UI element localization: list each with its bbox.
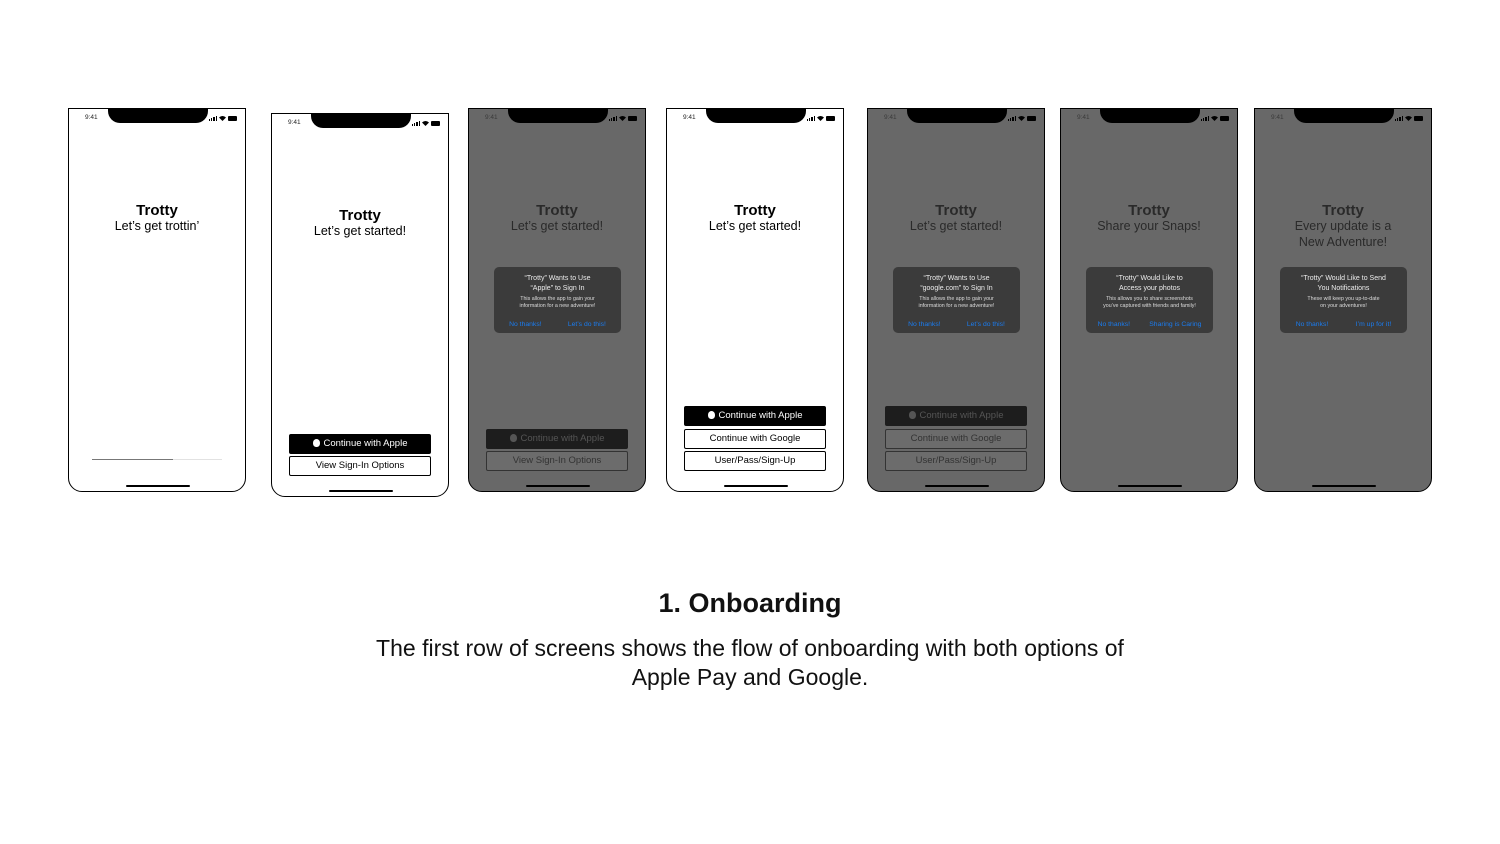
continue-with-apple-button[interactable] (885, 406, 1027, 426)
phone-screen-google-dialog (867, 108, 1045, 492)
dialog-body: This allows the app to gain your information for a new adventure! (519, 296, 596, 310)
continue-with-google-button[interactable]: Continue with Google (684, 429, 826, 449)
home-indicator[interactable] (1312, 485, 1376, 487)
home-indicator[interactable] (1118, 485, 1182, 487)
phone-screen-splash (68, 108, 246, 492)
status-icons (1008, 115, 1036, 121)
user-pass-sign-up-button[interactable]: User/Pass/Sign-Up (684, 451, 826, 471)
signal-icon (412, 121, 420, 126)
app-name: Trotty (339, 207, 381, 224)
home-indicator[interactable] (925, 485, 989, 487)
button-label: Continue with Apple (919, 410, 1004, 421)
status-time: 9:41 (85, 114, 98, 121)
tagline: Let’s get started! (510, 219, 604, 233)
dialog-title: “Trotty” Would Like to Access your photos (1116, 275, 1183, 292)
continue-with-apple-button[interactable] (289, 434, 431, 454)
dialog-decline-button[interactable]: No thanks! (908, 321, 941, 328)
status-icons (209, 115, 237, 121)
home-indicator[interactable] (724, 485, 788, 487)
phone-screen-apple-dialog (468, 108, 646, 492)
status-icons (1395, 115, 1423, 121)
notch (1294, 108, 1394, 123)
tagline: Let’s get started! (313, 224, 407, 238)
status-time: 9:41 (683, 114, 696, 121)
app-name: Trotty (1322, 202, 1364, 219)
dialog-accept-button[interactable]: I’m up for it! (1355, 321, 1392, 328)
app-name: Trotty (136, 202, 178, 219)
dialog-actions (893, 321, 1020, 328)
wifi-icon (619, 116, 626, 121)
battery-icon (1027, 116, 1036, 121)
dialog-decline-button[interactable]: No thanks! (509, 321, 542, 328)
app-name: Trotty (734, 202, 776, 219)
status-time: 9:41 (884, 114, 897, 121)
tagline: Let’s get started! (909, 219, 1003, 233)
app-name: Trotty (536, 202, 578, 219)
permission-dialog (1086, 267, 1213, 333)
signal-icon (1201, 116, 1209, 121)
dialog-decline-button[interactable]: No thanks! (1295, 321, 1329, 328)
signal-icon (807, 116, 815, 121)
status-time: 9:41 (1077, 114, 1090, 121)
signal-icon (1395, 116, 1403, 121)
status-icons (609, 115, 637, 121)
dialog-accept-button[interactable]: Let’s do this! (966, 321, 1005, 328)
continue-with-apple-button[interactable] (486, 429, 628, 449)
button-label: Continue with Apple (323, 438, 408, 449)
phone-screen-signin (271, 113, 449, 497)
status-icons (807, 115, 835, 121)
dialog-decline-button[interactable]: No thanks! (1097, 321, 1131, 328)
tagline: Every update is a New Adventure! (1294, 219, 1392, 249)
signal-icon (609, 116, 617, 121)
dialog-title: “Trotty” Would Like to Send You Notifications (1301, 275, 1386, 292)
tagline: Let’s get trottin’ (114, 219, 200, 233)
notch (907, 108, 1007, 123)
apple-logo-icon (510, 434, 517, 442)
user-pass-sign-up-button[interactable]: User/Pass/Sign-Up (885, 451, 1027, 471)
wifi-icon (817, 116, 824, 121)
dialog-body: These will keep you up-to-date on your adventures! (1307, 296, 1380, 310)
dialog-actions (494, 321, 621, 328)
apple-logo-icon (909, 411, 916, 419)
dialog-body: This allows the app to gain your information for a new adventure! (918, 296, 995, 310)
home-indicator[interactable] (526, 485, 590, 487)
status-icons (1201, 115, 1229, 121)
loading-progress-bar (92, 459, 222, 460)
continue-with-apple-button[interactable] (684, 406, 826, 426)
tagline: Let’s get started! (708, 219, 802, 233)
wifi-icon (422, 121, 429, 126)
status-time: 9:41 (485, 114, 498, 121)
home-indicator[interactable] (126, 485, 190, 487)
notch (508, 108, 608, 123)
apple-logo-icon (313, 439, 320, 447)
signal-icon (1008, 116, 1016, 121)
loading-progress-fill (92, 459, 173, 460)
dialog-actions (1280, 321, 1407, 328)
permission-dialog (494, 267, 621, 333)
phone-screen-all-options (666, 108, 844, 492)
notch (1100, 108, 1200, 123)
wifi-icon (1211, 116, 1218, 121)
battery-icon (431, 121, 440, 126)
home-indicator[interactable] (329, 490, 393, 492)
status-time: 9:41 (1271, 114, 1284, 121)
battery-icon (228, 116, 237, 121)
wifi-icon (219, 116, 226, 121)
section-title: 1. Onboarding (658, 588, 842, 618)
notch (706, 108, 806, 123)
view-sign-in-options-button[interactable]: View Sign-In Options (486, 451, 628, 471)
dialog-title: “Trotty” Wants to Use “google.com” to Sign In (920, 275, 993, 292)
tagline: Share your Snaps! (1097, 219, 1201, 233)
notch (108, 108, 208, 123)
dialog-actions (1086, 321, 1213, 328)
wifi-icon (1405, 116, 1412, 121)
battery-icon (628, 116, 637, 121)
notch (311, 113, 411, 128)
button-label: Continue with Apple (718, 410, 803, 421)
permission-dialog (893, 267, 1020, 333)
view-sign-in-options-button[interactable]: View Sign-In Options (289, 456, 431, 476)
dialog-accept-button[interactable]: Let’s do this! (567, 321, 606, 328)
phone-screen-photos-permission (1060, 108, 1238, 492)
permission-dialog (1280, 267, 1407, 333)
apple-logo-icon (708, 411, 715, 419)
section-description: The first row of screens shows the flow of onboarding with both options of Apple Pay and Google. (376, 635, 1124, 690)
status-icons (412, 120, 440, 126)
battery-icon (1414, 116, 1423, 121)
app-name: Trotty (935, 202, 977, 219)
button-label: Continue with Apple (520, 433, 605, 444)
phone-screen-notifications-permission (1254, 108, 1432, 492)
status-time: 9:41 (288, 119, 301, 126)
app-name: Trotty (1128, 202, 1170, 219)
battery-icon (826, 116, 835, 121)
battery-icon (1220, 116, 1229, 121)
continue-with-google-button[interactable]: Continue with Google (885, 429, 1027, 449)
dialog-body: This allows you to share screenshots you’ve captured with friends and family! (1103, 296, 1196, 310)
signal-icon (209, 116, 217, 121)
dialog-title: “Trotty” Wants to Use “Apple” to Sign In (524, 275, 591, 292)
dialog-accept-button[interactable]: Sharing is Caring (1149, 321, 1202, 328)
wifi-icon (1018, 116, 1025, 121)
